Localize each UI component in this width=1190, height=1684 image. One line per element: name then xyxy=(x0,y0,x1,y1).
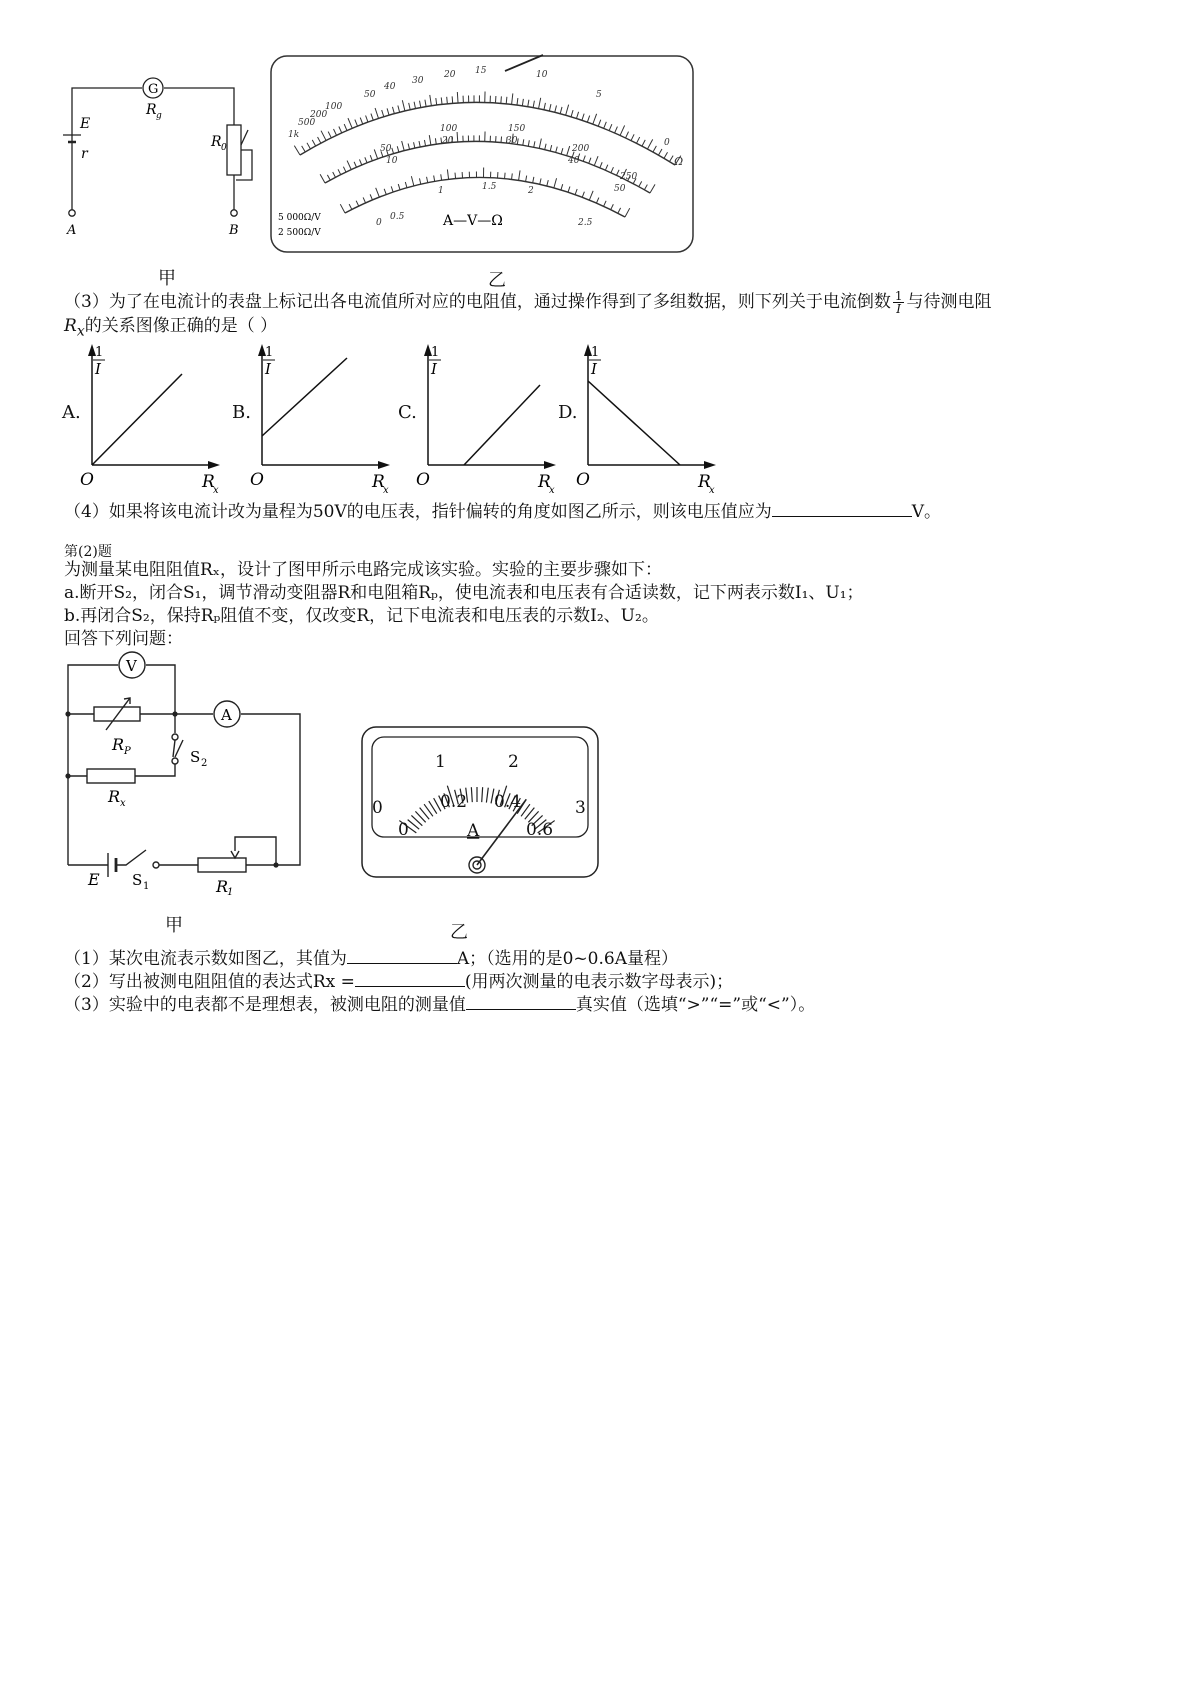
galvanometer-label: G xyxy=(148,82,159,97)
fig1-caption-yi: 乙 xyxy=(488,270,506,291)
amm-unit: A xyxy=(467,821,480,841)
internal-r-label: r xyxy=(81,146,88,162)
mid-top-50: 50 xyxy=(380,144,392,154)
y-label-num: 1 xyxy=(265,345,274,360)
option-label-b[interactable]: B. xyxy=(232,402,251,423)
ohm-tick-10: 10 xyxy=(536,70,548,80)
origin-label: O xyxy=(80,470,94,490)
r0-label: R xyxy=(211,134,222,150)
p2-q2-prefix: （2）写出被测电阻阻值的表达式Rx = xyxy=(64,972,355,992)
ohm-tick-0: 0 xyxy=(664,138,670,148)
x-axis-arrow xyxy=(378,461,390,469)
x-label-sub: x xyxy=(383,485,389,496)
s2-label: S xyxy=(190,748,201,766)
amm-inner-02: 0.2 xyxy=(440,792,468,812)
dial-tick xyxy=(501,136,502,142)
spec-2500: 2 500Ω/V xyxy=(278,228,321,238)
ohm-tick-40: 40 xyxy=(384,82,396,92)
amm-inner-0: 0 xyxy=(398,820,409,840)
q3-frac-num: 1 xyxy=(894,289,903,303)
r1-sub: 1 xyxy=(227,887,234,898)
p2-q3 xyxy=(64,993,815,1016)
p2-q1 xyxy=(64,947,678,970)
x-label-sub: x xyxy=(549,485,555,496)
option-graph-d[interactable] xyxy=(578,338,723,498)
x-label: R xyxy=(698,472,711,492)
rp-label: R xyxy=(112,735,125,754)
ohm-tick-100: 100 xyxy=(325,102,343,112)
option-graph-c[interactable] xyxy=(418,338,563,498)
q3-line1-prefix: （3）为了在电流计的表盘上标记出各电流值所对应的电阻值，通过操作得到了多组数据，则下列关于电流倒数 xyxy=(64,292,891,312)
inner-2: 2 xyxy=(528,186,534,196)
ohm-unit: Ω xyxy=(674,155,684,168)
rp-sub: P xyxy=(124,746,131,757)
origin-label: O xyxy=(416,470,430,490)
amm-inner-06: 0.6 xyxy=(526,820,554,840)
problem2-step-b: b.再闭合S₂，保持Rₚ阻值不变，仅改变R，记下电流表和电压表的示数I₂、U₂。 xyxy=(64,606,659,626)
y-label-den: I xyxy=(265,360,271,378)
x-label-sub: x xyxy=(709,485,715,496)
dial-tick xyxy=(447,97,448,104)
rg-sub: g xyxy=(156,111,162,121)
terminal-b-label: B xyxy=(229,223,239,238)
q4-line xyxy=(64,500,941,523)
q3-fraction xyxy=(893,290,905,315)
ohm-tick-30: 30 xyxy=(412,76,424,86)
s1-label: S xyxy=(132,871,143,889)
q3-rx: R xyxy=(64,316,77,336)
circuit-diagram-fig1 xyxy=(60,70,260,250)
r1-label: R xyxy=(216,877,229,896)
spec-5000: 5 000Ω/V xyxy=(278,213,321,223)
problem2-intro: 为测量某电阻阻值Rₓ，设计了图甲所示电路完成该实验。实验的主要步骤如下： xyxy=(64,560,663,580)
mid-bot-10: 10 xyxy=(386,156,398,166)
fig2-caption-yi: 乙 xyxy=(450,922,468,943)
fig1-caption-jia: 甲 xyxy=(158,268,176,289)
inner-05: 0.5 xyxy=(390,212,405,222)
inner-0: 0 xyxy=(376,218,382,228)
y-label-num: 1 xyxy=(95,345,104,360)
q3-line2-text: 的关系图像正确的是（ ） xyxy=(84,316,278,336)
p2-q2-suffix: (用两次测量的电表示数字母表示)； xyxy=(464,972,734,992)
problem2-prompt: 回答下列问题： xyxy=(64,629,183,649)
amm-inner-04: 0.4 xyxy=(494,792,522,812)
mid-top-250: 250 xyxy=(620,172,638,182)
y-label-num: 1 xyxy=(431,345,440,360)
q4-unit: V。 xyxy=(911,502,942,522)
amm-outer-2: 2 xyxy=(508,752,519,772)
mid-bot-30: 30 xyxy=(506,136,518,146)
multimeter-dial xyxy=(270,55,695,255)
graph-line xyxy=(588,381,680,465)
ohm-tick-1k: 1k xyxy=(288,130,300,140)
emf-label-2: E xyxy=(88,870,100,889)
ohm-tick-15: 15 xyxy=(475,66,487,76)
ohm-tick-200: 200 xyxy=(310,110,328,120)
origin-label: O xyxy=(576,470,590,490)
y-label-den: I xyxy=(95,360,101,378)
ammeter-dial xyxy=(360,725,600,885)
q3-frac-den: I xyxy=(896,302,902,316)
q3-line1 xyxy=(64,290,991,315)
r0-sub: 0 xyxy=(221,143,227,153)
rx-sub: x xyxy=(120,798,126,809)
option-graph-a[interactable] xyxy=(82,338,227,498)
ammeter-label: A xyxy=(221,706,232,724)
dial-tick xyxy=(501,96,502,103)
option-label-d[interactable]: D. xyxy=(558,402,578,423)
q4-text: （4）如果将该电流计改为量程为50V的电压表，指针偏转的角度如图乙所示，则该电压值应为 xyxy=(64,502,772,522)
dial-tick xyxy=(505,173,506,179)
q4-answer-blank[interactable] xyxy=(772,500,912,517)
rg-label: R xyxy=(146,102,157,118)
emf-label: E xyxy=(80,116,91,132)
p2-q2 xyxy=(64,970,733,993)
mid-top-200: 200 xyxy=(572,144,590,154)
p2-q1-prefix: （1）某次电流表示数如图乙，其值为 xyxy=(64,949,347,969)
graph-line xyxy=(262,358,347,436)
dial-tick xyxy=(457,132,458,142)
mid-top-150: 150 xyxy=(508,124,526,134)
mid-bot-40: 40 xyxy=(568,156,580,166)
y-label-den: I xyxy=(431,360,437,378)
mode-label: A—V—Ω xyxy=(443,213,503,229)
option-label-c[interactable]: C. xyxy=(398,402,417,423)
mid-top-100: 100 xyxy=(440,124,458,134)
x-label: R xyxy=(372,472,385,492)
problem2-step-a: a.断开S₂，闭合S₁，调节滑动变阻器R和电阻箱Rₚ，使电流表和电压表有合适读数，记下两表示数I₁、U₁； xyxy=(64,583,864,603)
dial-tick xyxy=(455,173,456,179)
voltmeter-label: V xyxy=(126,657,137,675)
p2-q1-suffix: A；（选用的是0~0.6A量程） xyxy=(456,949,678,969)
mid-bot-20: 20 xyxy=(442,136,454,146)
problem2-header: 第(2)题 xyxy=(64,544,112,560)
dial-tick xyxy=(457,92,458,103)
ohm-tick-50: 50 xyxy=(364,90,376,100)
option-label-a[interactable]: A. xyxy=(62,402,81,423)
ohm-tick-5: 5 xyxy=(596,90,602,100)
fig2-caption-jia: 甲 xyxy=(165,915,183,936)
x-axis-arrow xyxy=(208,461,220,469)
inner-15: 1.5 xyxy=(482,182,497,192)
p2-q2-blank[interactable] xyxy=(355,970,465,987)
inner-1: 1 xyxy=(438,186,444,196)
x-axis-arrow xyxy=(544,461,556,469)
x-label-sub: x xyxy=(213,485,219,496)
inner-25: 2.5 xyxy=(578,218,593,228)
q3-line1-suffix: 与待测电阻 xyxy=(906,292,992,312)
amm-outer-1: 1 xyxy=(435,752,446,772)
x-axis-arrow xyxy=(704,461,716,469)
origin-label: O xyxy=(250,470,264,490)
graph-line xyxy=(464,385,540,465)
p2-q3-blank[interactable] xyxy=(466,993,576,1010)
terminal-a-label: A xyxy=(67,223,77,238)
circuit-diagram-fig2 xyxy=(60,650,320,898)
dial-tick xyxy=(506,97,507,104)
dial-tick xyxy=(452,96,453,103)
y-label-num: 1 xyxy=(591,345,600,360)
rx-label: R xyxy=(108,787,121,806)
mid-bot-50: 50 xyxy=(614,184,626,194)
y-label-den: I xyxy=(591,360,597,378)
ohm-tick-20: 20 xyxy=(444,70,456,80)
s2-sub: 2 xyxy=(201,758,208,769)
p2-q3-suffix: 真实值（选填“>”“=”或“<”）。 xyxy=(575,995,816,1015)
amm-outer-3: 3 xyxy=(575,798,586,818)
q3-rx-sub: x xyxy=(76,323,85,340)
x-label: R xyxy=(538,472,551,492)
graph-line xyxy=(92,374,182,465)
p2-q1-blank[interactable] xyxy=(347,947,457,964)
option-graph-b[interactable] xyxy=(252,338,397,498)
s1-sub: 1 xyxy=(143,881,150,892)
x-label: R xyxy=(202,472,215,492)
ohm-tick-500: 500 xyxy=(298,118,316,128)
p2-q3-prefix: （3）实验中的电表都不是理想表，被测电阻的测量值 xyxy=(64,995,466,1015)
amm-outer-0: 0 xyxy=(372,798,383,818)
